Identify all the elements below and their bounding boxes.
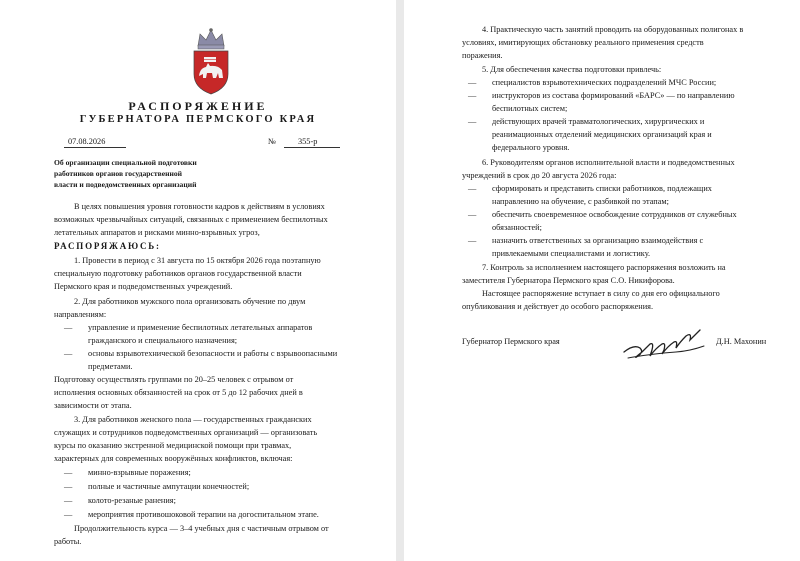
document-number: 355-р [298,137,318,146]
paragraph-4-line: 4. Практическую часть занятий проводить на оборудованных полигонах в [482,25,744,34]
list-item: назначить ответственных за организацию взаимодействия с [492,236,704,245]
list-item: сформировать и представить списки работников, подлежащих [492,184,712,193]
subject-line: Об организации специальной подготовки [54,158,197,167]
paragraph-6-line: 6. Руководителям органов исполнительной власти и подведомственных [482,158,735,167]
paragraph-2-line: 2. Для работников мужского пола организовать обучение по двум [74,297,306,306]
paragraph-7-line: заместителя Губернатора Пермского края С.О. Никифорова. [462,276,675,285]
document-subtitle: ГУБЕРНАТОРА ПЕРМСКОГО КРАЯ [79,114,317,125]
signer-title: Губернатор Пермского края [462,337,560,346]
paragraph-3-line: курсы по оказанию экстренной медицинской помощи при травмах, [54,441,292,450]
paragraph-2-tail: исполнения основных обязанностей на срок от 5 до 12 рабочих дней в [54,388,303,397]
preamble-line: летательных аппаратов и рисками минно-взрывных угроз, [54,228,260,237]
list-bullet: — [64,349,73,358]
list-bullet: — [64,510,73,519]
paragraph-1-line: Пермского края и подведомственных учреждений. [54,282,233,291]
subject-line: работников органов государственной [54,169,183,178]
list-bullet: — [468,184,477,193]
paragraph-7-line: 7. Контроль за исполнением настоящего распоряжения возложить на [482,263,726,272]
list-item: мероприятия противошоковой терапии на догоспитальном этапе. [88,510,319,519]
list-item: реанимационных отделений медицинских организаций края и [492,130,712,139]
date-underline [64,147,126,148]
list-item: предметами. [88,362,133,371]
coat-of-arms-icon [186,26,236,96]
paragraph-3-tail: работы. [54,537,82,546]
subject-line: власти и подведомственных организаций [54,180,197,189]
list-item: минно-взрывные поражения; [88,468,191,477]
list-item: полные и частичные ампутации конечностей; [88,482,250,491]
list-bullet: — [468,117,477,126]
paragraph-2-tail: Подготовку осуществлять группами по 20–25 человек с отрывом от [54,375,294,384]
list-item: колото-резаные ранения; [88,496,176,505]
list-bullet: — [64,468,73,477]
list-bullet: — [64,496,73,505]
list-item: гражданского и специального назначения; [88,336,238,345]
order-word: РАСПОРЯЖАЮСЬ: [54,241,161,251]
document-title: РАСПОРЯЖЕНИЕ [128,99,268,113]
list-bullet: — [468,236,477,245]
list-bullet: — [64,323,73,332]
list-item: обеспечить своевременное освобождение сотрудников от служебных [492,210,737,219]
list-item: основы взрывотехнической безопасности и работы с взрывоопасными [88,349,338,358]
paragraph-3-line: характерных для современных вооружённых конфликтов, включая: [54,454,293,463]
paragraph-1-line: специальную подготовку работников органов государственной власти [54,269,302,278]
list-item: инструкторов из состава формирований «БАРС» — по направлению [492,91,735,100]
list-bullet: — [64,482,73,491]
final-line: Настоящее распоряжение вступает в силу со дня его официального [482,289,720,298]
paragraph-4-line: поражения. [462,51,503,60]
paragraph-6-line: учреждений в срок до 20 августа 2026 года: [462,171,617,180]
paragraph-3-line: 3. Для работников женского пола — государственных гражданских [74,415,312,424]
document-page-right [404,0,800,561]
list-item: направлению на обучение, с разбивкой по этапам; [492,197,669,206]
paragraph-2-line: направлениям: [54,310,107,319]
list-item: управление и применение беспилотных летательных аппаратов [88,323,313,332]
list-item: привлекаемыми специалистами и логистику. [492,249,651,258]
list-bullet: — [468,91,477,100]
list-item: специалистов взрывотехнических подразделений МЧС России; [492,78,717,87]
paragraph-2-tail: зависимости от этапа. [54,401,132,410]
list-item: действующих врачей травматологических, хирургических и [492,117,705,126]
paragraph-3-line: служащих и сотрудников подведомственных организаций — организовать [54,428,318,437]
list-bullet: — [468,78,477,87]
preamble-line: В целях повышения уровня готовности кадров к действиям в условиях [74,202,325,211]
list-item: обязанностей; [492,223,542,232]
list-bullet: — [468,210,477,219]
document-date: 07.08.2026 [68,137,106,146]
paragraph-1-line: 1. Провести в период с 31 августа по 15 октября 2026 года поэтапную [74,256,321,265]
number-label: № [268,137,276,146]
list-item: беспилотных систем; [492,104,568,113]
paragraph-5-line: 5. Для обеспечения качества подготовки привлечь: [482,65,662,74]
number-underline [284,147,340,148]
paragraph-3-tail: Продолжительность курса — 3–4 учебных дня с частичным отрывом от [74,524,329,533]
paragraph-4-line: условиях, имитирующих обстановку реального применения средств [462,38,704,47]
preamble-line: возможных чрезвычайных ситуаций, связанных с применением беспилотных [54,215,328,224]
handwritten-signature-icon [620,322,708,368]
signer-name: Д.Н. Махонин [716,337,767,346]
document-page-left [0,0,396,561]
list-item: федерального уровня. [492,143,570,152]
final-line: опубликования и действует до особого распоряжения. [462,302,654,311]
